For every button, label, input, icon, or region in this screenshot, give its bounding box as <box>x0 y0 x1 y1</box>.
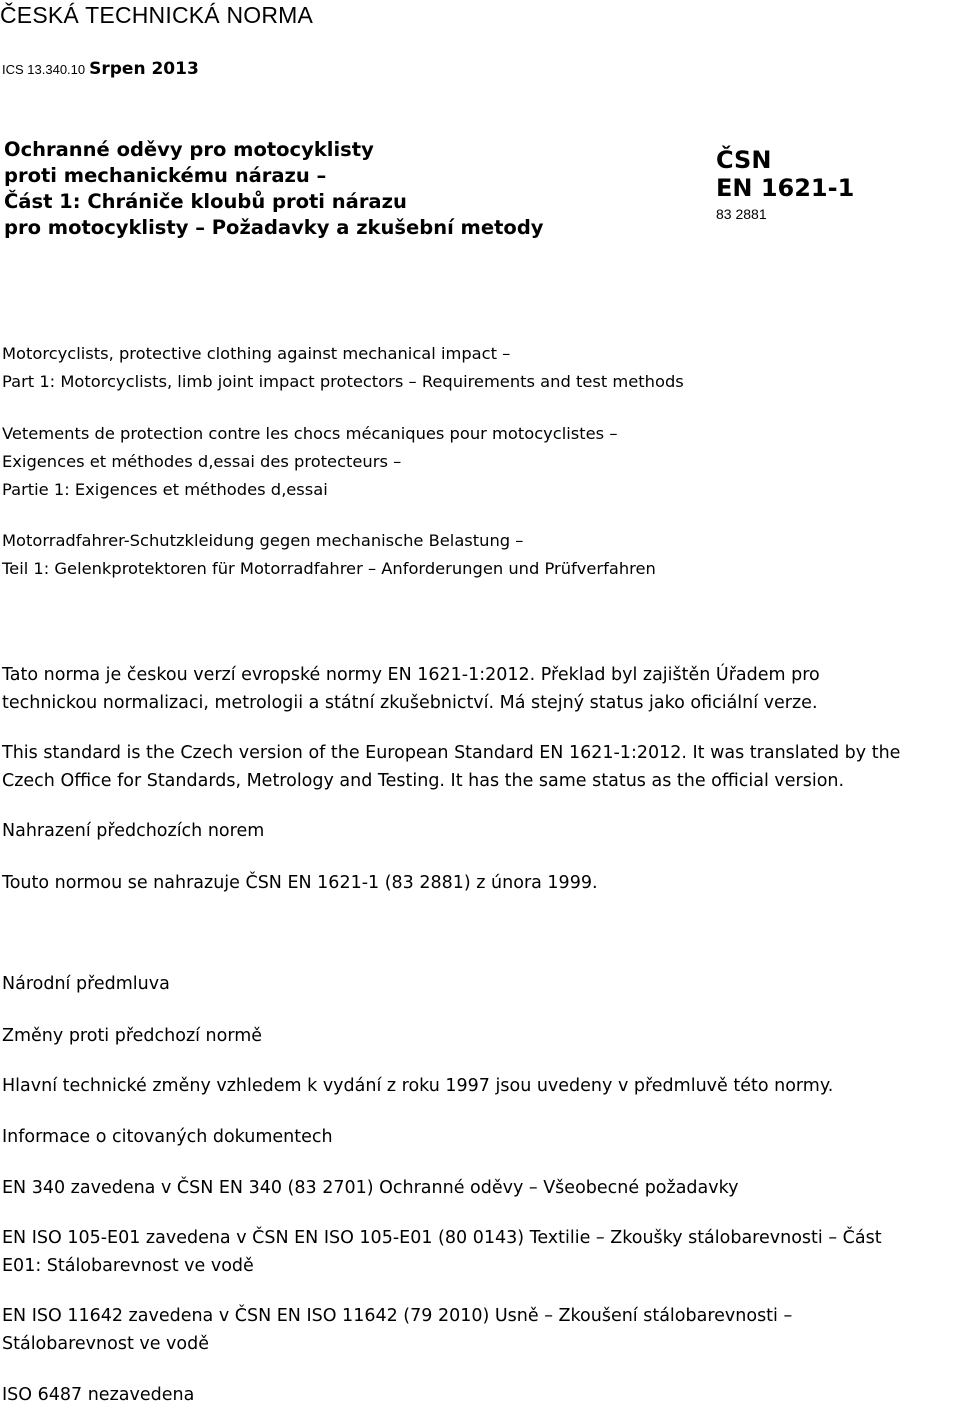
translation-line: Motorcyclists, protective clothing against mechanical impact – <box>2 344 511 363</box>
paragraph-line: EN ISO 11642 zavedena v ČSN EN ISO 11642 (79 2010) Usně – Zkoušení stálobarevnosti – <box>2 1306 793 1326</box>
changes-text: Hlavní technické změny vzhledem k vydání z roku 1997 jsou uvedeny v předmluvě této normy. <box>2 1076 834 1096</box>
translation-line: Vetements de protection contre les chocs mécaniques pour motocyclistes – <box>2 424 618 443</box>
cited-document-item <box>2 1174 738 1202</box>
translation-line: Exigences et méthodes d‚essai des protecteurs – <box>2 452 402 471</box>
czech-version-statement <box>2 661 820 717</box>
english-version-statement <box>2 739 900 795</box>
national-foreword-heading: Národní předmluva <box>2 974 170 994</box>
title-line: proti mechanickému nárazu – <box>4 164 327 187</box>
cited-documents-heading: Informace o citovaných dokumentech <box>2 1127 333 1147</box>
cited-document-item <box>2 1381 194 1409</box>
ics-date-line <box>2 59 199 79</box>
paragraph-line: Tato norma je českou verzí evropské normy EN 1621-1:2012. Překlad byl zajištěn Úřadem pro <box>2 665 820 685</box>
title-line: Ochranné oděvy pro motocyklisty <box>4 138 374 161</box>
csn-prefix: ČSN <box>716 146 772 174</box>
german-title-translation <box>2 527 656 583</box>
translation-line: Part 1: Motorcyclists, limb joint impact protectors – Requirements and test methods <box>2 372 684 391</box>
replacement-heading: Nahrazení předchozích norem <box>2 821 265 841</box>
paragraph-line: EN 340 zavedena v ČSN EN 340 (83 2701) Ochranné oděvy – Všeobecné požadavky <box>2 1178 739 1198</box>
issue-date: Srpen 2013 <box>89 59 199 79</box>
paragraph-line: technickou normalizaci, metrologii a státní zkušebnictví. Má stejný status jako oficiální verze. <box>2 693 818 713</box>
paragraph-line: Stálobarevnost ve vodě <box>2 1334 209 1354</box>
document-header-title: ČESKÁ TECHNICKÁ NORMA <box>0 2 314 28</box>
changes-heading: Změny proti předchozí normě <box>2 1026 263 1046</box>
paragraph-line: EN ISO 105-E01 zavedena v ČSN EN ISO 105-E01 (80 0143) Textilie – Zkoušky stálobarevnosti – Část <box>2 1228 882 1248</box>
paragraph-line: ISO 6487 nezavedena <box>2 1385 195 1405</box>
standard-designation <box>716 146 854 222</box>
replacement-text: Touto normou se nahrazuje ČSN EN 1621-1 (83 2881) z února 1999. <box>2 873 598 893</box>
french-title-translation <box>2 420 617 504</box>
translation-line: Partie 1: Exigences et méthodes d‚essai <box>2 480 328 499</box>
cited-document-item <box>2 1224 882 1280</box>
classification-code: 83 2881 <box>716 206 767 222</box>
cited-document-item <box>2 1302 792 1358</box>
translation-line: Teil 1: Gelenkprotektoren für Motorradfahrer – Anforderungen und Prüfverfahren <box>2 559 656 578</box>
paragraph-line: This standard is the Czech version of the European Standard EN 1621-1:2012. It was translated by the <box>2 743 901 763</box>
title-line: Část 1: Chrániče kloubů proti nárazu <box>4 190 407 213</box>
paragraph-line: Czech Office for Standards, Metrology and Testing. It has the same status as the official version. <box>2 771 845 791</box>
standard-title <box>4 137 544 241</box>
paragraph-line: E01: Stálobarevnost ve vodě <box>2 1256 254 1276</box>
translation-line: Motorradfahrer-Schutzkleidung gegen mechanische Belastung – <box>2 531 524 550</box>
title-line: pro motocyklisty – Požadavky a zkušební metody <box>4 216 544 239</box>
ics-code: ICS 13.340.10 <box>2 62 86 77</box>
english-title-translation <box>2 340 684 396</box>
standard-number: EN 1621-1 <box>716 174 855 202</box>
